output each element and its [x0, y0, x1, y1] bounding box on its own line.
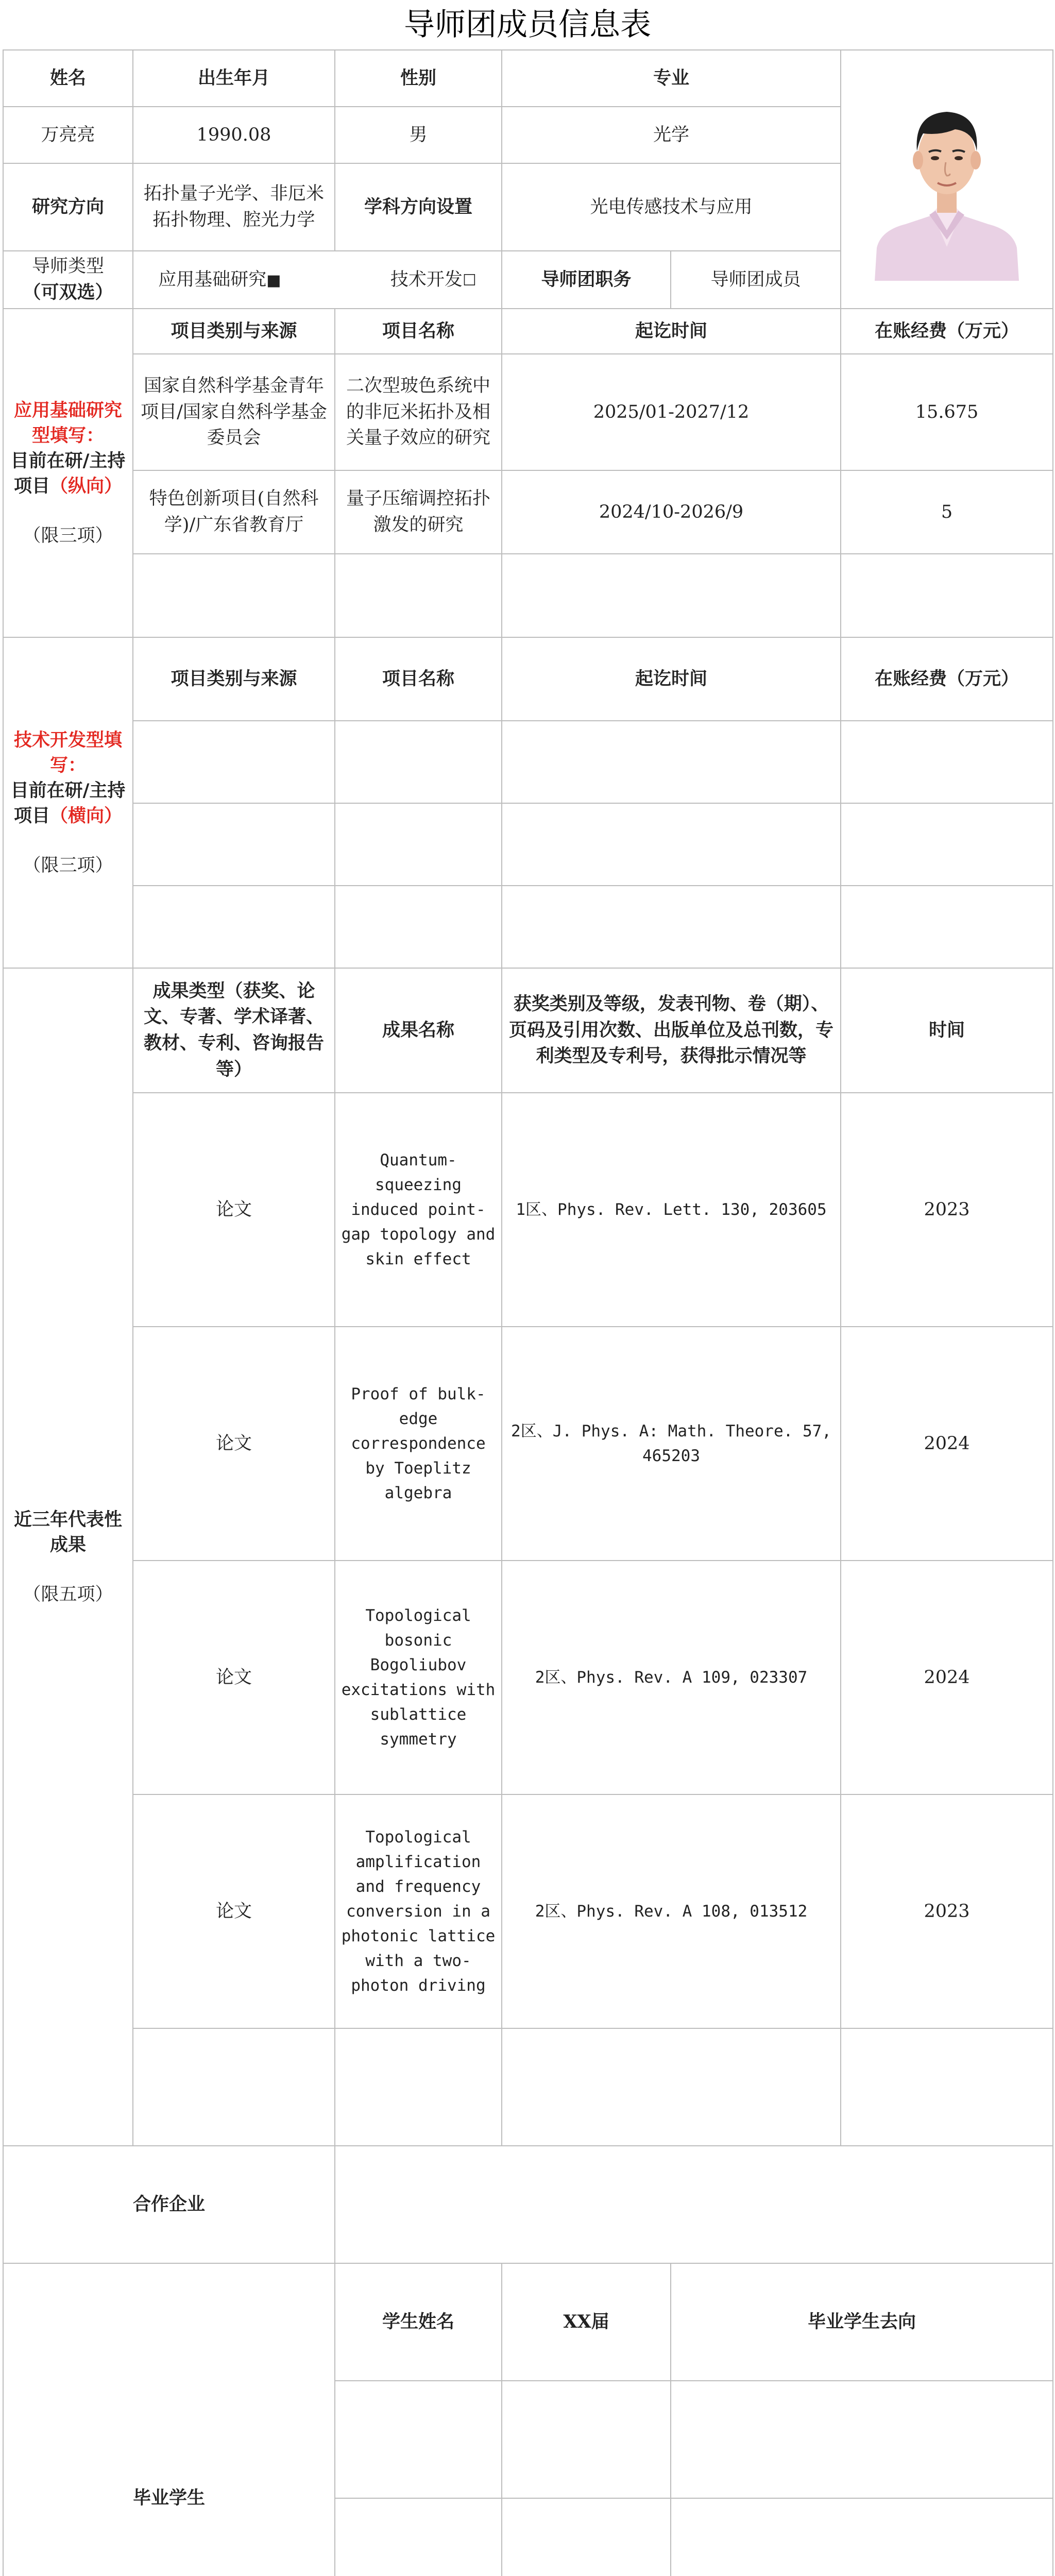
- project-name-header: 项目名称: [335, 637, 502, 721]
- gender-header: 性别: [335, 50, 502, 107]
- type-label: [3, 251, 133, 309]
- type-label-note: （可双选）: [23, 282, 113, 303]
- achievement-type: 论文: [133, 1327, 335, 1561]
- empty-row: [3, 721, 1053, 803]
- basic-projects-side-label: 应用基础研究型填写： 目前在研/主持项目（纵向） （限三项）: [3, 309, 133, 637]
- project-funds: 5: [841, 470, 1053, 554]
- achievements-side-label: 近三年代表性成果 （限五项）: [3, 968, 133, 2146]
- destination-header: 毕业学生去向: [671, 2263, 1053, 2381]
- achievement-type: 论文: [133, 1794, 335, 2028]
- project-source: 特色创新项目(自然科学)/广东省教育厅: [133, 470, 335, 554]
- achievement-name: Topological amplification and frequency conversion in a photonic lattice with a two-photon driving: [335, 1794, 502, 2028]
- gender-value: 男: [335, 107, 502, 163]
- project-funds-header: 在账经费（万元）: [841, 637, 1053, 721]
- major-value: 光学: [502, 107, 841, 163]
- project-name-header: 项目名称: [335, 309, 502, 354]
- table-row: [3, 470, 1053, 554]
- empty-row: [3, 2028, 1053, 2146]
- enterprise-value: [335, 2146, 1053, 2263]
- project-funds: 15.675: [841, 354, 1053, 470]
- achievement-name: Quantum-squeezing induced point-gap topology and skin effect: [335, 1093, 502, 1327]
- achievement-detail: 2区、Phys. Rev. A 108, 013512: [502, 1794, 841, 2028]
- project-name: 二次型玻色系统中的非厄米拓扑及相关量子效应的研究: [335, 354, 502, 470]
- achievement-name-header: 成果名称: [335, 968, 502, 1093]
- enterprise-label: 合作企业: [3, 2146, 335, 2263]
- achievement-type: 论文: [133, 1093, 335, 1327]
- project-period-header: 起讫时间: [502, 309, 841, 354]
- achievement-name: Topological bosonic Bogoliubov excitations with sublattice symmetry: [335, 1561, 502, 1794]
- info-table: [3, 49, 1053, 2576]
- basic-header-row: [3, 50, 1053, 107]
- project-period: 2024/10-2026/9: [502, 470, 841, 554]
- achievement-detail: 2区、Phys. Rev. A 109, 023307: [502, 1561, 841, 1794]
- role-label: 导师团职务: [502, 251, 671, 309]
- discipline-value: 光电传感技术与应用: [502, 163, 841, 251]
- birth-header: 出生年月: [133, 50, 335, 107]
- table-row: [3, 354, 1053, 470]
- achievement-name: Proof of bulk-edge correspondence by Toeplitz algebra: [335, 1327, 502, 1561]
- tech-projects-side-label: 技术开发型填写： 目前在研/主持项目（横向） （限三项）: [3, 637, 133, 968]
- major-header: 专业: [502, 50, 841, 107]
- achievement-type: 论文: [133, 1561, 335, 1794]
- achievement-detail: 1区、Phys. Rev. Lett. 130, 203605: [502, 1093, 841, 1327]
- achievements-header-row: [3, 968, 1053, 1093]
- tech-projects-header-row: [3, 637, 1053, 721]
- research-label: 研究方向: [3, 163, 133, 251]
- unchecked-box-icon[interactable]: ☐: [462, 271, 477, 290]
- discipline-label: 学科方向设置: [335, 163, 502, 251]
- table-row: [3, 1561, 1053, 1794]
- graduates-header-row: [3, 2263, 1053, 2381]
- project-source-header: 项目类别与来源: [133, 309, 335, 354]
- project-source: 国家自然科学基金青年项目/国家自然科学基金委员会: [133, 354, 335, 470]
- limit-note: （限三项）: [23, 855, 113, 876]
- type-options: [133, 251, 502, 309]
- achievement-time: 2023: [841, 1093, 1053, 1327]
- achievement-time: 2024: [841, 1327, 1053, 1561]
- achievement-detail: 2区、J. Phys. A: Math. Theore. 57, 465203: [502, 1327, 841, 1561]
- photo-cell: [841, 50, 1053, 309]
- type-label-text: 导师类型: [31, 256, 104, 277]
- project-period: 2025/01-2027/12: [502, 354, 841, 470]
- type-tech-label: 技术开发: [390, 269, 463, 290]
- achievement-time-header: 时间: [841, 968, 1053, 1093]
- achievement-type-header: 成果类型（获奖、论文、专著、学术译著、教材、专利、咨询报告等）: [133, 968, 335, 1093]
- empty-row: [3, 803, 1053, 886]
- name-header: 姓名: [3, 50, 133, 107]
- limit-note: （限三项）: [23, 525, 113, 546]
- project-period-header: 起讫时间: [502, 637, 841, 721]
- research-value: 拓扑量子光学、非厄米拓扑物理、腔光力学: [133, 163, 335, 251]
- table-row: [3, 1327, 1053, 1561]
- project-source-header: 项目类别与来源: [133, 637, 335, 721]
- checked-box-icon[interactable]: ■: [266, 271, 281, 290]
- role-value: 导师团成员: [671, 251, 841, 309]
- project-name: 量子压缩调控拓扑激发的研究: [335, 470, 502, 554]
- basic-projects-header-row: [3, 309, 1053, 354]
- graduates-label: 毕业学生: [3, 2263, 335, 2576]
- achievement-detail-header: 获奖类别及等级，发表刊物、卷（期）、页码及引用次数、出版单位及总刊数，专利类型及专利号，获得批示情况等: [502, 968, 841, 1093]
- project-funds-header: 在账经费（万元）: [841, 309, 1053, 354]
- avatar: [870, 78, 1024, 281]
- limit-note: （限五项）: [23, 1584, 113, 1605]
- empty-row: [3, 886, 1053, 968]
- page-title: 导师团成员信息表: [404, 7, 651, 43]
- empty-row: [3, 554, 1053, 637]
- type-basic-label: 应用基础研究: [158, 269, 267, 290]
- table-row: [3, 1794, 1053, 2028]
- enterprise-row: [3, 2146, 1053, 2263]
- achievement-time: 2024: [841, 1561, 1053, 1794]
- class-year-header: XX届: [502, 2263, 671, 2381]
- student-name-header: 学生姓名: [335, 2263, 502, 2381]
- name-value: 万亮亮: [3, 107, 133, 163]
- birth-value: 1990.08: [133, 107, 335, 163]
- table-row: [3, 1093, 1053, 1327]
- achievement-time: 2023: [841, 1794, 1053, 2028]
